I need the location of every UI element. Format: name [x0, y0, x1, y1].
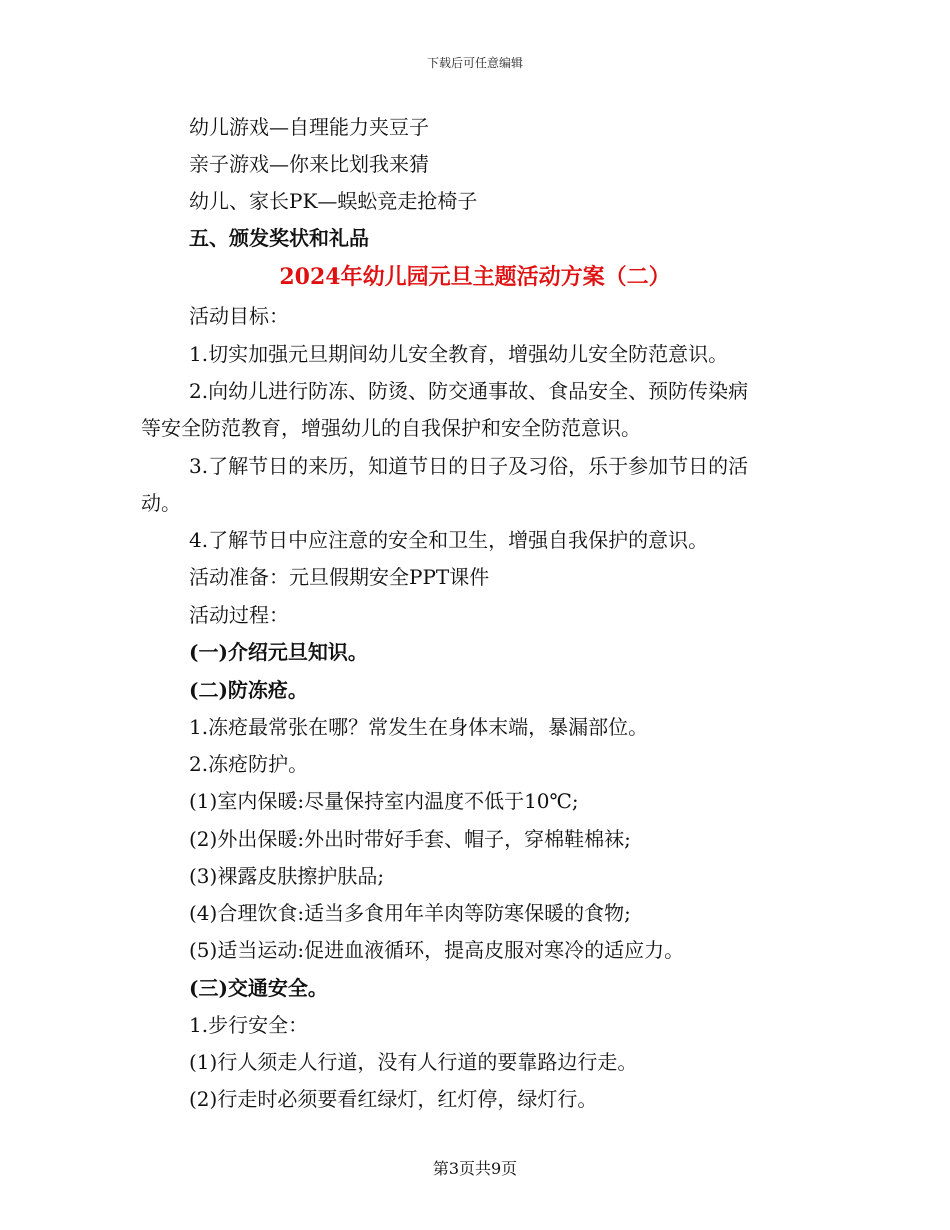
- page-footer: 第3页共9页: [432, 1159, 518, 1178]
- paragraph-line: 活动目标：: [189, 304, 289, 328]
- section-heading: (二)防冻疮。: [189, 678, 308, 702]
- paragraph-line: (1)室内保暖:尽量保持室内温度不低于10℃;: [189, 789, 579, 813]
- paragraph-line: (5)适当运动:促进血液循环，提高皮服对寒冷的适应力。: [189, 938, 685, 962]
- paragraph-line: 活动准备：元旦假期安全PPT课件: [189, 565, 490, 589]
- document-title: 2024年幼儿园元旦主题活动方案（二）: [279, 264, 671, 290]
- section-heading: (一)介绍元旦知识。: [189, 640, 368, 664]
- section-heading: 五、颁发奖状和礼品: [189, 226, 369, 250]
- paragraph-line: 2.冻疮防护。: [189, 752, 309, 776]
- paragraph-line: 动。: [141, 491, 181, 515]
- page-header: 下载后可任意编辑: [426, 56, 523, 70]
- paragraph-line: 等安全防范教育，增强幼儿的自我保护和安全防范意识。: [141, 416, 641, 440]
- paragraph-line: (2)行走时必须要看红绿灯，红灯停，绿灯行。: [189, 1087, 598, 1111]
- paragraph-line: 2.向幼儿进行防冻、防烫、防交通事故、食品安全、预防传染病: [189, 379, 749, 403]
- paragraph-line: 1.切实加强元旦期间幼儿安全教育，增强幼儿安全防范意识。: [189, 342, 729, 366]
- section-heading: (三)交通安全。: [189, 976, 328, 1000]
- paragraph-line: 活动过程：: [189, 603, 289, 627]
- paragraph-line: 3.了解节日的来历，知道节日的日子及习俗，乐于参加节日的活: [189, 454, 749, 478]
- paragraph-line: (3)裸露皮肤擦护肤品;: [189, 864, 385, 888]
- paragraph-line: 幼儿、家长PK—蜈蚣竞走抢椅子: [189, 189, 478, 213]
- paragraph-line: 4.了解节日中应注意的安全和卫生，增强自我保护的意识。: [189, 528, 709, 552]
- paragraph-line: 1.冻疮最常张在哪？常发生在身体末端，暴漏部位。: [189, 715, 649, 739]
- paragraph-line: (1)行人须走人行道，没有人行道的要靠路边行走。: [189, 1050, 638, 1074]
- paragraph-line: 亲子游戏—你来比划我来猜: [189, 152, 429, 176]
- paragraph-line: (4)合理饮食:适当多食用年羊肉等防寒保暖的食物;: [189, 901, 631, 925]
- paragraph-line: 1.步行安全：: [189, 1013, 309, 1037]
- paragraph-line: 幼儿游戏—自理能力夹豆子: [189, 115, 429, 139]
- paragraph-line: (2)外出保暖:外出时带好手套、帽子，穿棉鞋棉袜;: [189, 827, 631, 851]
